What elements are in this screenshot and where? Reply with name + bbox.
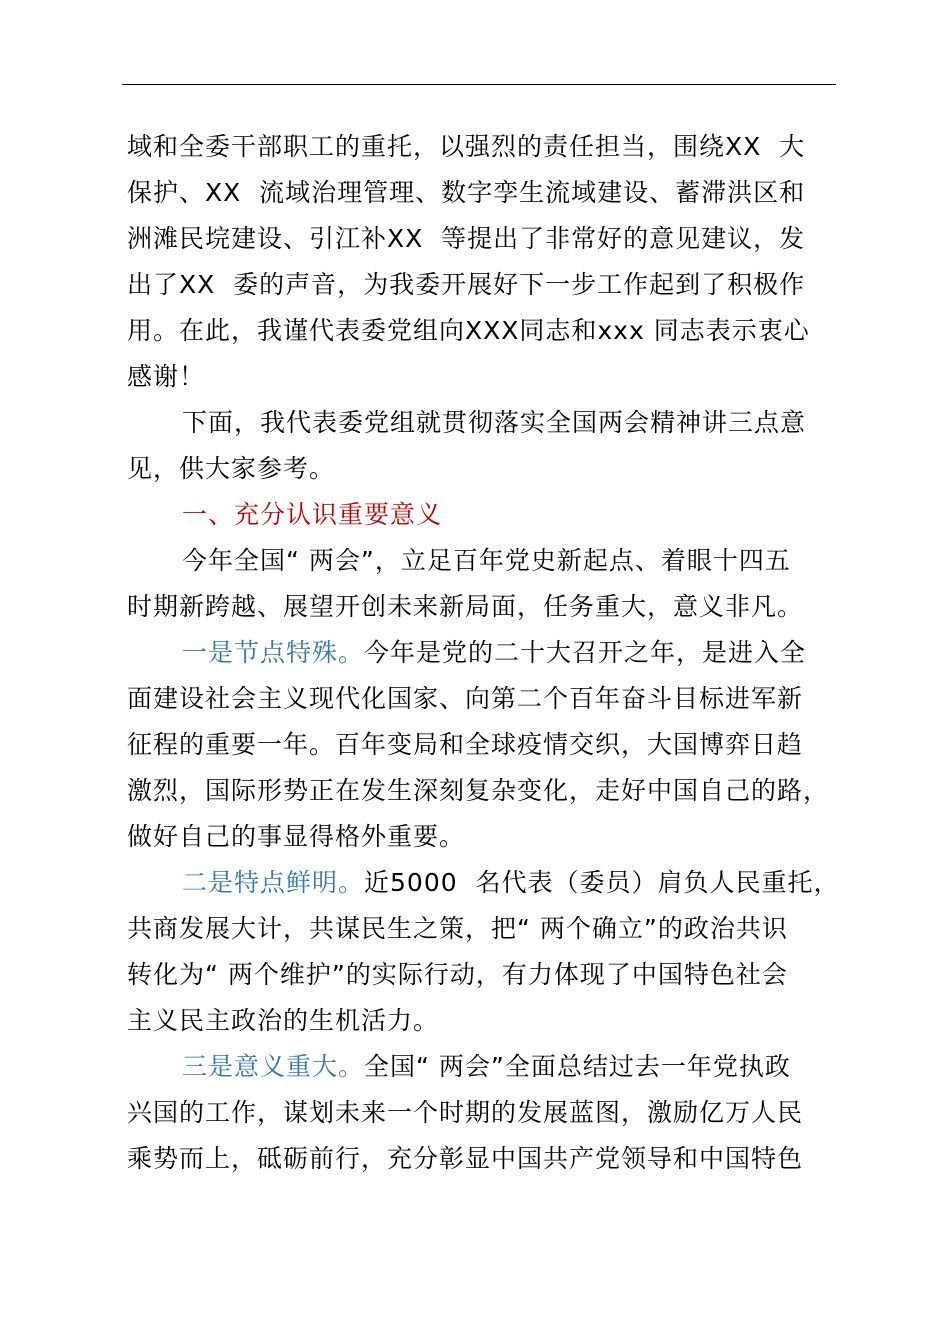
text-line (127, 998, 862, 1044)
body-text: 共商发展大计，共谋民生之策，把“ 两个确立”的政治共识 (127, 914, 788, 943)
text-line (127, 676, 862, 722)
text-line (127, 400, 862, 446)
text-line (127, 308, 862, 354)
body-text: 下面，我代表委党组就贯彻落实全国两会精神讲三点意 (182, 408, 807, 437)
text-line (127, 860, 862, 906)
body-text: 域和全委干部职工的重托，以强烈的责任担当，围绕XX 大 (127, 132, 806, 161)
text-line (127, 630, 862, 676)
body-text: 转化为“ 两个维护”的实际行动，有力体现了中国特色社会 (127, 960, 788, 989)
body-text: 出了XX 委的声音，为我委开展好下一步工作起到了积极作 (127, 270, 806, 299)
text-line (127, 216, 862, 262)
body-text: 激烈，国际形势正在发生深刻复杂变化，走好中国自己的路， (127, 776, 830, 805)
point-heading: 一是节点特殊。 (182, 638, 365, 667)
text-line (127, 722, 862, 768)
text-line (127, 1136, 862, 1182)
text-line (127, 354, 862, 400)
text-line (127, 1044, 862, 1090)
text-line (127, 952, 862, 998)
text-line (127, 124, 862, 170)
body-text: 洲滩民垸建设、引江补XX 等提出了非常好的意见建议，发 (127, 224, 806, 253)
section-heading: 一、充分认识重要意义 (182, 500, 443, 529)
text-line (127, 814, 862, 860)
body-text: 今年是党的二十大召开之年，是进入全 (364, 638, 807, 667)
body-text: 见，供大家参考。 (127, 454, 336, 483)
body-text: 面建设社会主义现代化国家、向第二个百年奋斗目标进军新 (127, 684, 804, 713)
header-rule (122, 84, 836, 85)
text-line (127, 1090, 862, 1136)
text-line (127, 584, 862, 630)
body-text: 做好自己的事显得格外重要。 (127, 822, 466, 851)
body-text: 乘势而上，砥砺前行，充分彰显中国共产党领导和中国特色 (127, 1144, 804, 1173)
text-line (127, 906, 862, 952)
body-text: 近5000 名代表（委员）肩负人民重托， (364, 868, 840, 897)
text-line (127, 170, 862, 216)
body-text: 保护、XX 流域治理管理、数字孪生流域建设、蓄滞洪区和 (127, 178, 806, 207)
point-heading: 二是特点鲜明。 (182, 868, 365, 897)
text-line (127, 262, 862, 308)
body-text: 今年全国“ 两会”，立足百年党史新起点、着眼十四五 (182, 546, 791, 575)
text-line (127, 446, 862, 492)
text-line (127, 768, 862, 814)
body-text: 感谢！ (127, 362, 206, 391)
text-line (127, 492, 862, 538)
body-text: 征程的重要一年。百年变局和全球疫情交织，大国博弈日趋 (127, 730, 804, 759)
body-text: 主义民主政治的生机活力。 (127, 1006, 440, 1035)
body-text: 全国“ 两会”全面总结过去一年党执政 (364, 1052, 791, 1081)
body-text: 时期新跨越、展望开创未来新局面，任务重大，意义非凡。 (127, 592, 804, 621)
document-body (127, 124, 862, 1182)
body-text: 兴国的工作，谋划未来一个时期的发展蓝图，激励亿万人民 (127, 1098, 804, 1127)
body-text: 用。在此，我谨代表委党组向XXX同志和xxx 同志表示衷心 (127, 316, 810, 345)
point-heading: 三是意义重大。 (182, 1052, 365, 1081)
text-line (127, 538, 862, 584)
